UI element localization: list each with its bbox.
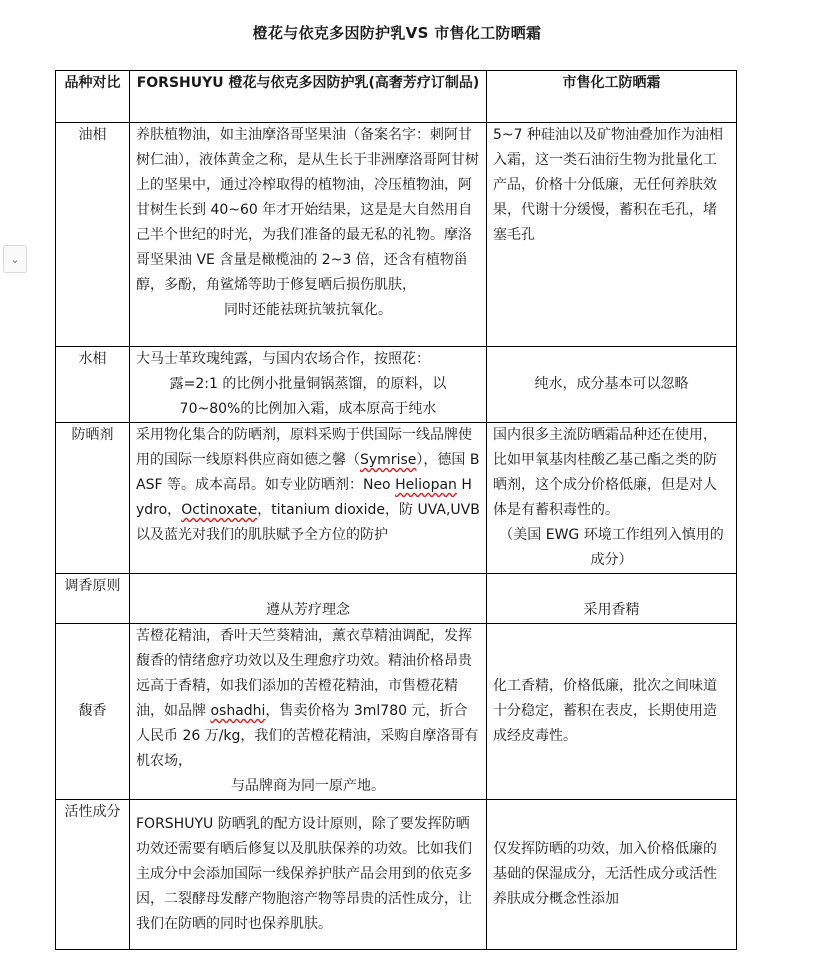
market-cell: 仅发挥防晒的功效，加入价格低廉的基础的保湿成分，无活性成分或活性养肤成分概念性添加: [487, 800, 737, 950]
product-cell: [130, 123, 487, 347]
comparison-table: [55, 70, 737, 950]
product-cell: 遵从芳疗理念: [130, 574, 487, 624]
product-text: ，售卖价格为 3ml780 元，折合人民币 26 万/kg，我们的苦橙花精油，采购自摩洛哥有机农场，: [136, 703, 479, 769]
spellcheck-word: Symrise: [360, 452, 417, 468]
product-cell: [130, 347, 487, 423]
row-label: 防晒剂: [56, 423, 130, 574]
spellcheck-word: oshadhi: [210, 703, 266, 719]
product-text: 苦橙花精油，香叶天竺葵精油，薰衣草精油调配，发挥馥香的情绪愈疗功效以及生理愈疗功效。精油价格昂贵远高于香精，如我们添加的苦橙花精油，市售橙花精油，如品牌: [136, 628, 472, 719]
product-text: 养肤植物油，如主油摩洛哥坚果油（备案名字：刺阿甘树仁油），液体黄金之称，是从生长于非洲摩洛哥阿甘树上的坚果中，通过冷榨取得的植物油，冷压植物油，阿甘树生长到 40~60 年才开始结果，这是是大自然用自己半个世纪的时光，为我们准备的最无私的礼物。摩洛哥坚果油 VE 含量是橄榄油的 2~3 倍，还含有植物甾醇，多酚，角鲨烯等助于修复晒后损伤肌肤，: [136, 127, 479, 293]
product-text: ，titanium dioxide，防 UVA,UVB 以及蓝光对我们的肌肤赋予全方位的防护: [136, 502, 480, 543]
product-text: Hydro，: [136, 477, 472, 518]
product-line: 大马士革玫瑰纯露，与国内农场合作，按照花：: [136, 351, 430, 367]
row-label: 水相: [56, 347, 130, 423]
market-text-tail: （美国 EWG 环境工作组列入慎用的成分）: [499, 527, 724, 568]
table-row: [56, 574, 737, 624]
spellcheck-word: Octinoxate: [181, 502, 258, 518]
row-label: 调香原则: [56, 574, 130, 624]
table-header-row: [56, 71, 737, 123]
market-text: 国内很多主流防晒霜品种还在使用，比如甲氧基肉桂酸乙基己酯之类的防晒剂，这个成分价格低廉，但是对人体是有蓄积毒性的。: [493, 427, 717, 518]
spellcheck-word: Heliopan: [395, 477, 457, 493]
row-label: 馥香: [56, 624, 130, 800]
table-row: [56, 347, 737, 423]
header-market: 市售化工防晒霜: [487, 71, 737, 123]
row-label: 活性成分: [56, 800, 130, 950]
product-line: 露=2:1 的比例小批量铜锅蒸馏，的原料，以: [169, 376, 447, 392]
product-text: ），德国 BASF 等。成本高昂。如专业防晒剂：Neo: [136, 452, 480, 493]
product-text-tail: 与品牌商为同一原产地。: [231, 778, 385, 794]
table-row: [56, 123, 737, 347]
product-line: 70~80%的比例加入霜，成本原高于纯水: [179, 401, 437, 417]
market-cell: 采用香精: [487, 574, 737, 624]
product-text: 采用物化集合的防晒剂，原料采购于供国际一线品牌使用的国际一线原料供应商如德之馨（: [136, 427, 472, 468]
product-text-tail: 同时还能祛斑抗皱抗氧化。: [224, 302, 392, 318]
row-label: 油相: [56, 123, 130, 347]
market-cell: 纯水，成分基本可以忽略: [487, 347, 737, 423]
market-cell: [487, 423, 737, 574]
document-title: 橙花与依克多因防护乳VS 市售化工防晒霜: [252, 24, 542, 42]
market-cell: 5~7 种硅油以及矿物油叠加作为油相入霜，这一类石油衍生物为批量化工产品，价格十分低廉，无任何养肤效果，代谢十分缓慢，蓄积在毛孔，堵塞毛孔: [487, 123, 737, 347]
table-row: [56, 624, 737, 800]
product-cell: FORSHUYU 防晒乳的配方设计原则，除了要发挥防晒功效还需要有晒后修复以及肌肤保养的功效。比如我们主成分中会添加国际一线保养护肤产品会用到的依克多因，二裂酵母发酵产物胞溶产物等昂贵的活性成分，让我们在防晒的同时也保养肌肤。: [130, 800, 487, 950]
chevron-down-icon[interactable]: ⌄: [3, 245, 27, 273]
market-cell: 化工香精，价格低廉，批次之间味道十分稳定，蓄积在表皮，长期使用造成经皮毒性。: [487, 624, 737, 800]
table-row: [56, 800, 737, 950]
product-cell: [130, 624, 487, 800]
header-product: FORSHUYU 橙花与依克多因防护乳(高奢芳疗订制品): [130, 71, 487, 123]
header-category: 品种对比: [56, 71, 130, 123]
table-row: [56, 423, 737, 574]
product-cell: [130, 423, 487, 574]
